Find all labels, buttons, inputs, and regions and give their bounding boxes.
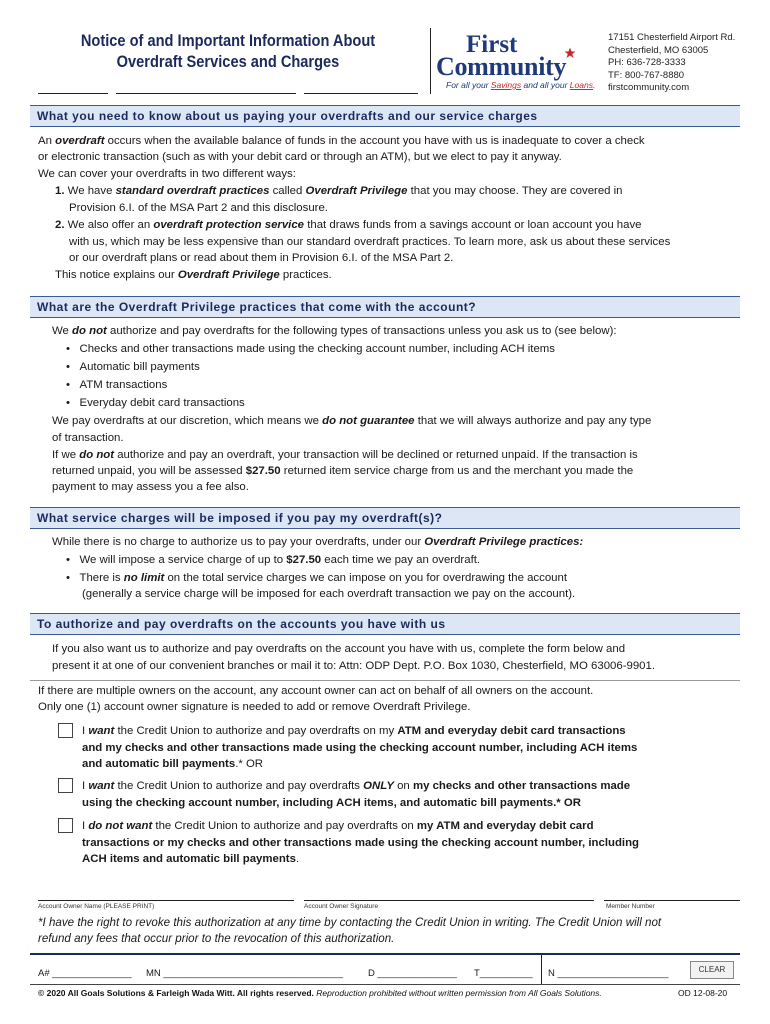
title-underline-3 <box>304 93 418 94</box>
overdraft-definition-line2: or electronic transaction (such as with your debit card or through an ATM), but we elect to pay it anyway. <box>38 151 562 163</box>
logo-word-first: First <box>466 31 518 58</box>
member-number-field[interactable] <box>604 900 740 901</box>
owner-name-label: Account Owner Name (PLEASE PRINT) <box>38 903 155 910</box>
phone: PH: 636-728-3333 <box>608 57 686 68</box>
option-want-all-line2: and my checks and other transactions made using the checking account number, including ACH items <box>82 742 638 754</box>
revoke-statement: *I have the right to revoke this authorization at any time by contacting the Credit Union in writing. The Credit Union will not <box>38 916 662 929</box>
page-title <box>65 30 392 72</box>
option-do-not-want-line2: transactions or my checks and other transactions made using the checking account number, including <box>82 837 640 849</box>
notice-explains: This notice explains our Overdraft Privilege practices. <box>55 269 332 281</box>
title-underline-2 <box>116 93 296 94</box>
overdraft-definition: An overdraft occurs when the available balance of funds in the account you have with us is inadequate to cover a check <box>38 135 645 147</box>
decline-text-line2: returned unpaid, you will be assessed $27.50 returned item service charge from us and the merchant you made the <box>52 465 634 477</box>
list-item: • ATM transactions <box>66 379 168 391</box>
clear-button[interactable]: CLEAR <box>690 961 734 979</box>
section-heading-overview: What you need to know about us paying your overdrafts and our service charges <box>30 105 740 127</box>
office-top-rule <box>30 953 740 955</box>
list-item-standard-line2: Provision 6.I. of the MSA Part 2 and this disclosure. <box>69 202 328 214</box>
page-title-line1: Notice of and Important Information About <box>80 31 376 50</box>
divider <box>30 680 740 681</box>
footer-copyright: © 2020 All Goals Solutions & Farleigh Wada Witt. All rights reserved. Reproduction prohibited without written permission from All Goals Solutions. <box>38 988 602 998</box>
section-heading-authorize: To authorize and pay overdrafts on the accounts you have with us <box>30 613 740 635</box>
list-item: • Everyday debit card transactions <box>66 397 245 409</box>
office-account-number: A# _______________ <box>38 968 132 979</box>
list-item-protection-line3: or our overdraft plans or read about them in Provision 6.I. of the MSA Part 2. <box>69 252 454 264</box>
charges-intro: While there is no charge to authorize us to pay your overdrafts, under our Overdraft Privilege practices: <box>52 536 584 548</box>
decline-text-line3: payment to may assess you a fee also. <box>52 481 249 493</box>
option-want-all-label: I want the Credit Union to authorize and pay overdrafts on my ATM and everyday debit card transactions <box>82 725 626 737</box>
option-checks-only-label: I want the Credit Union to authorize and pay overdrafts ONLY on my checks and other transactions made <box>82 780 631 792</box>
list-item: • Automatic bill payments <box>66 361 200 373</box>
list-item: • We will impose a service charge of up to $27.50 each time we pay an overdraft. <box>66 554 481 566</box>
multiple-owners-text-line2: Only one (1) account owner signature is needed to add or remove Overdraft Privilege. <box>38 701 471 713</box>
logo-tagline: For all your Savings and all your Loans. <box>446 80 596 90</box>
owner-signature-label: Account Owner Signature <box>304 903 379 910</box>
address-line1: 17151 Chesterfield Airport Rd. <box>608 32 736 43</box>
option-want-all-checkbox[interactable] <box>58 723 73 738</box>
office-divider <box>541 955 542 984</box>
section-heading-practices: What are the Overdraft Privilege practices that come with the account? <box>30 296 740 318</box>
option-want-all-line3: and automatic bill payments.* OR <box>82 758 264 770</box>
option-do-not-want-label: I do not want the Credit Union to authorize and pay overdrafts on my ATM and everyday debit card <box>82 820 594 832</box>
logo-word-community: Community <box>436 52 567 81</box>
list-item-line2: (generally a service charge will be imposed for each overdraft transaction we pay on the account). <box>82 588 576 600</box>
title-underline-1 <box>38 93 108 94</box>
option-do-not-want-line3: ACH items and automatic bill payments. <box>82 853 300 865</box>
revoke-statement-line2: refund any fees that occur prior to the revocation of this authorization. <box>38 932 395 945</box>
authorize-instructions-line2: present it at one of our convenient branches or mail it to: Attn: ODP Dept. P.O. Box 1030, Chesterfield, MO 63006-9901. <box>52 660 655 672</box>
multiple-owners-text: If there are multiple owners on the account, any account owner can act on behalf of all owners on the account. <box>38 685 594 697</box>
contact-block <box>608 32 735 95</box>
option-checks-only-line2: using the checking account number, including ACH items, and automatic bill payments.* OR <box>82 797 581 809</box>
form-code: OD 12-08-20 <box>678 988 728 998</box>
office-member-name: MN __________________________________ <box>146 968 344 979</box>
office-date: D _______________ <box>368 968 457 979</box>
office-t-field: T__________ <box>474 968 533 979</box>
list-item-protection: 2. We also offer an overdraft protection service that draws funds from a savings account or loan account you have <box>55 219 642 231</box>
header-divider <box>430 28 431 94</box>
website-link[interactable]: firstcommunity.com <box>608 82 690 93</box>
office-bottom-rule <box>30 984 740 985</box>
list-item: • Checks and other transactions made using the checking account number, including ACH items <box>66 343 555 355</box>
list-item-standard: 1. We have standard overdraft practices called Overdraft Privilege that you may choose. They are covered in <box>55 185 623 197</box>
page-title-line2: Overdraft Services and Charges <box>116 52 340 71</box>
authorize-instructions: If you also want us to authorize and pay overdrafts on the account you have with us, complete the form below and <box>52 643 626 655</box>
decline-text: If we do not authorize and pay an overdraft, your transaction will be declined or returned unpaid. If the transaction is <box>52 449 638 461</box>
owner-signature-field[interactable] <box>304 900 594 901</box>
list-item-protection-line2: with us, which may be less expensive than our standard overdraft practices. To learn more, ask us about these services <box>69 236 671 248</box>
office-n-field: N _____________________ <box>548 968 669 979</box>
section-heading-charges: What service charges will be imposed if you pay my overdraft(s)? <box>30 507 740 529</box>
option-do-not-want-checkbox[interactable] <box>58 818 73 833</box>
toll-free: TF: 800-767-8880 <box>608 69 685 81</box>
address-line2: Chesterfield, MO 63005 <box>608 44 709 56</box>
owner-name-field[interactable] <box>38 900 294 901</box>
discretion-text: We pay overdrafts at our discretion, which means we do not guarantee that we will always authorize and pay any type <box>52 415 652 427</box>
logo <box>436 32 602 94</box>
option-checks-only-checkbox[interactable] <box>58 778 73 793</box>
practices-intro: We do not authorize and pay overdrafts for the following types of transactions unless you ask us to (see below): <box>52 325 617 337</box>
discretion-text-line2: of transaction. <box>52 432 124 444</box>
two-ways-text: We can cover your overdrafts in two different ways: <box>38 168 296 180</box>
member-number-label: Member Number <box>606 903 655 910</box>
list-item: • There is no limit on the total service charges we can impose on you for overdrawing the account <box>66 572 567 584</box>
